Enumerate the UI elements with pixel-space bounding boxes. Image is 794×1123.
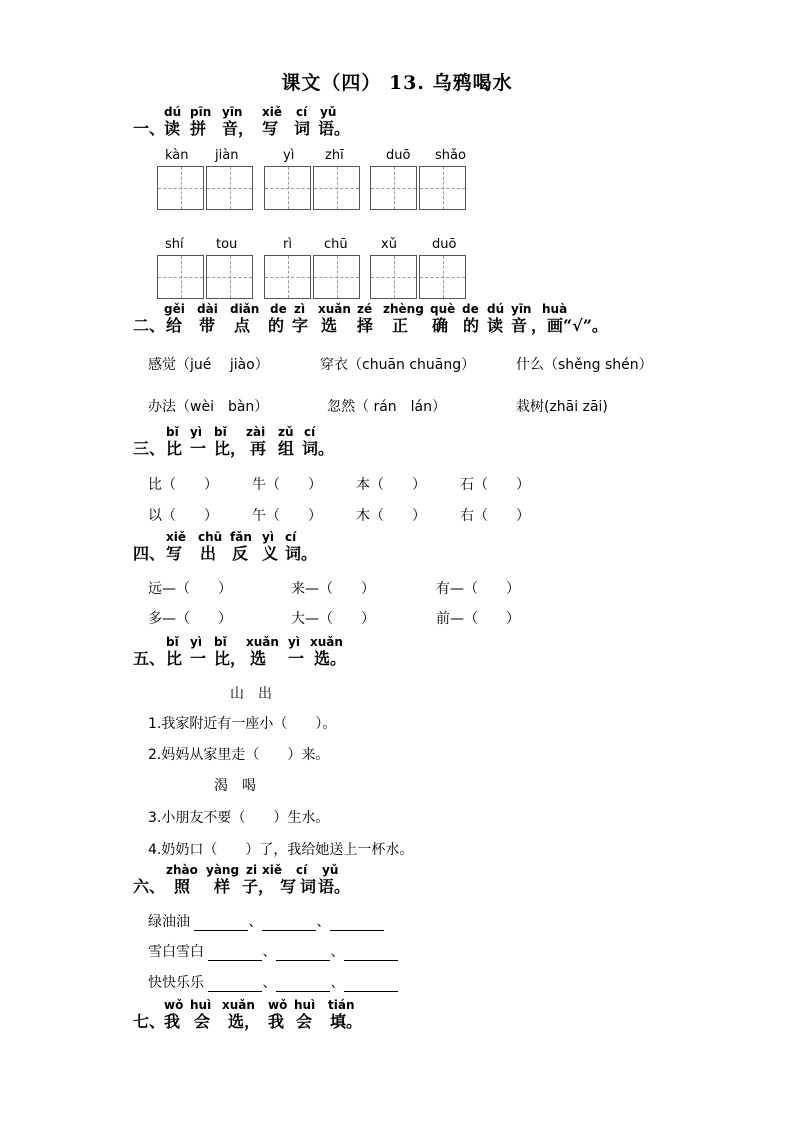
question-1[interactable]: 1.我家附近有一座小（ ）。: [148, 716, 337, 732]
s2-pinyin-11: yīn: [511, 302, 532, 316]
grid-label: duō: [386, 148, 411, 163]
grid-label: yì: [283, 148, 295, 163]
s4-hanzi-2: 反: [232, 544, 249, 563]
s4-pinyin-2: fǎn: [230, 530, 252, 544]
reading-choice[interactable]: 办法（wèi bàn）: [148, 399, 269, 415]
s3-pinyin-4: zǔ: [278, 425, 294, 439]
s2-pinyin-0: gěi: [164, 302, 185, 316]
answer-blank[interactable]: [330, 916, 384, 931]
s5-pinyin-2: bǐ: [214, 635, 227, 649]
s7-pinyin-5: tián: [328, 998, 355, 1012]
word-blank[interactable]: 右（ ）: [460, 508, 530, 524]
s4-hanzi-4: 词。: [285, 544, 318, 563]
s6-hanzi-2: 子，: [242, 877, 275, 896]
section-4-number: 四、: [133, 544, 166, 563]
s5-pinyin-1: yì: [190, 635, 202, 649]
s4-hanzi-1: 出: [200, 544, 217, 563]
s2-pinyin-7: zhèng: [383, 302, 424, 316]
word-blank[interactable]: 本（ ）: [356, 477, 426, 493]
s1-hanzi-1: 拼: [190, 119, 207, 138]
s6-pinyin-5: yǔ: [322, 863, 339, 877]
s6-hanzi-5: 语。: [318, 877, 351, 896]
s5-hanzi-3: 选: [250, 649, 267, 668]
s2-pinyin-5: xuǎn: [318, 302, 351, 316]
s3-hanzi-4: 组: [278, 439, 295, 458]
s6-pinyin-2: zi: [246, 863, 258, 877]
section-2-number: 二、: [133, 316, 166, 335]
s2-pinyin-9: de: [462, 302, 479, 316]
s6-pinyin-4: cí: [296, 863, 308, 877]
s1-pinyin-2: yīn: [222, 105, 243, 119]
s5-pinyin-3: xuǎn: [246, 635, 279, 649]
s4-hanzi-3: 义: [262, 544, 279, 563]
s1-hanzi-4: 词: [294, 119, 311, 138]
example-row-2: [148, 941, 398, 961]
example-word: 雪白雪白: [148, 944, 204, 960]
s2-hanzi-9: 的: [463, 316, 480, 335]
s6-hanzi-0: 照: [174, 877, 191, 896]
writing-cell[interactable]: [206, 255, 253, 299]
answer-blank[interactable]: [344, 977, 398, 992]
s2-hanzi-6: 择: [357, 316, 374, 335]
s3-pinyin-0: bǐ: [166, 425, 179, 439]
s5-hanzi-2: 比，: [214, 649, 247, 668]
s4-pinyin-0: xiě: [166, 530, 186, 544]
answer-blank[interactable]: [276, 946, 330, 961]
s3-hanzi-1: 一: [190, 439, 207, 458]
s1-pinyin-1: pīn: [190, 105, 212, 119]
separator: 、: [262, 944, 277, 960]
question-3[interactable]: 3.小朋友不要（ ）生水。: [148, 810, 330, 826]
s2-pinyin-10: dú: [487, 302, 505, 316]
s7-hanzi-2: 选，: [228, 1012, 261, 1031]
s5-hanzi-0: 比: [166, 649, 183, 668]
s3-hanzi-0: 比: [166, 439, 183, 458]
s2-pinyin-8: què: [430, 302, 456, 316]
s6-pinyin-0: zhào: [166, 863, 198, 877]
s2-pinyin-1: dài: [197, 302, 218, 316]
grid-label: kàn: [165, 148, 189, 163]
s5-pinyin-4: yì: [288, 635, 300, 649]
s2-hanzi-10: 读: [487, 316, 504, 335]
grid-label: jiàn: [215, 148, 239, 163]
answer-blank[interactable]: [344, 946, 398, 961]
writing-cell[interactable]: [264, 166, 311, 210]
grid-label: zhī: [325, 148, 344, 163]
writing-cell[interactable]: [419, 255, 466, 299]
s6-pinyin-1: yàng: [206, 863, 240, 877]
writing-cell[interactable]: [370, 255, 417, 299]
grid-label: shǎo: [435, 148, 466, 163]
example-row-3: [148, 972, 398, 992]
antonym-blank[interactable]: 来—（ ）: [291, 581, 375, 597]
grid-label: xǔ: [381, 237, 397, 252]
reading-choice[interactable]: 感觉（jué jiào）: [148, 357, 269, 373]
answer-blank[interactable]: [208, 977, 262, 992]
s2-hanzi-3: 的: [268, 316, 285, 335]
s4-pinyin-4: cí: [285, 530, 297, 544]
reading-choice[interactable]: 什么（shěng shén）: [516, 357, 653, 373]
s3-pinyin-1: yì: [190, 425, 202, 439]
word-blank[interactable]: 午（ ）: [252, 508, 322, 524]
s7-pinyin-4: huì: [294, 998, 316, 1012]
s3-hanzi-5: 词。: [302, 439, 335, 458]
s2-hanzi-4: 字: [292, 316, 309, 335]
example-row-1: [148, 911, 384, 931]
s3-hanzi-2: 比，: [214, 439, 247, 458]
s7-hanzi-0: 我: [164, 1012, 181, 1031]
word-blank[interactable]: 比（ ）: [148, 477, 218, 493]
s2-pinyin-3: de: [270, 302, 287, 316]
s2-pinyin-4: zì: [294, 302, 306, 316]
s3-hanzi-3: 再: [250, 439, 267, 458]
separator: 、: [330, 944, 345, 960]
s1-pinyin-0: dú: [164, 105, 182, 119]
example-word: 绿油油: [148, 914, 190, 930]
s6-pinyin-3: xiě: [262, 863, 282, 877]
s3-pinyin-3: zài: [246, 425, 266, 439]
s7-hanzi-4: 会: [296, 1012, 313, 1031]
s4-hanzi-0: 写: [166, 544, 183, 563]
s3-pinyin-2: bǐ: [214, 425, 227, 439]
s2-hanzi-1: 带: [199, 316, 216, 335]
word-blank[interactable]: 石（ ）: [460, 477, 530, 493]
s7-hanzi-1: 会: [194, 1012, 211, 1031]
s2-pinyin-6: zé: [357, 302, 373, 316]
s2-hanzi-0: 给: [166, 316, 183, 335]
s1-hanzi-2: 音，: [222, 119, 255, 138]
writing-cell[interactable]: [157, 166, 204, 210]
answer-blank[interactable]: [208, 946, 262, 961]
writing-cell[interactable]: [264, 255, 311, 299]
s2-hanzi-12: ，画“√”。: [531, 316, 608, 335]
grid-label: chū: [324, 237, 348, 252]
writing-cell[interactable]: [370, 166, 417, 210]
separator: 、: [330, 975, 345, 991]
question-2[interactable]: 2.妈妈从家里走（ ）来。: [148, 747, 330, 763]
s2-pinyin-12: huà: [542, 302, 568, 316]
choice-group-2: 渴 喝: [214, 778, 256, 794]
word-blank[interactable]: 木（ ）: [356, 508, 426, 524]
s2-hanzi-2: 点: [234, 316, 251, 335]
s1-pinyin-5: yǔ: [320, 105, 337, 119]
grid-label: shí: [165, 237, 184, 252]
grid-label: rì: [283, 237, 292, 252]
s6-hanzi-4: 词: [300, 877, 317, 896]
s1-hanzi-3: 写: [262, 119, 279, 138]
antonym-blank[interactable]: 大—（ ）: [291, 611, 375, 627]
writing-cell[interactable]: [206, 166, 253, 210]
choice-group-1: 山 出: [230, 686, 272, 702]
reading-choice[interactable]: 穿衣（chuān chuāng）: [320, 357, 476, 373]
reading-choice[interactable]: 栽树(zhāi zāi): [516, 399, 608, 415]
antonym-blank[interactable]: 前—（ ）: [436, 611, 520, 627]
s4-pinyin-1: chū: [198, 530, 223, 544]
section-1-number: 一、: [133, 119, 166, 138]
word-blank[interactable]: 以（ ）: [148, 508, 218, 524]
s1-hanzi-0: 读: [164, 119, 181, 138]
page-title: 课文（四） 13. 乌鸦喝水: [281, 72, 513, 94]
writing-cell[interactable]: [419, 166, 466, 210]
s6-hanzi-1: 样: [214, 877, 231, 896]
s5-hanzi-1: 一: [190, 649, 207, 668]
s4-pinyin-3: yì: [262, 530, 274, 544]
question-4[interactable]: 4.奶奶口（ ）了，我给她送上一杯水。: [148, 842, 414, 858]
s5-pinyin-0: bǐ: [166, 635, 179, 649]
antonym-blank[interactable]: 远—（ ）: [148, 581, 232, 597]
separator: 、: [248, 914, 263, 930]
answer-blank[interactable]: [276, 977, 330, 992]
s5-hanzi-5: 选。: [314, 649, 347, 668]
answer-blank[interactable]: [262, 916, 316, 931]
s2-pinyin-2: diǎn: [230, 302, 260, 316]
section-6-number: 六、: [133, 877, 166, 896]
s5-pinyin-5: xuǎn: [310, 635, 343, 649]
section-7-number: 七、: [133, 1012, 166, 1031]
s2-hanzi-8: 确: [432, 316, 449, 335]
writing-cell[interactable]: [157, 255, 204, 299]
section-3-number: 三、: [133, 439, 166, 458]
word-blank[interactable]: 牛（ ）: [252, 477, 322, 493]
separator: 、: [316, 914, 331, 930]
grid-label: tou: [216, 237, 238, 252]
separator: 、: [262, 975, 277, 991]
s5-hanzi-4: 一: [288, 649, 305, 668]
s7-pinyin-1: huì: [190, 998, 212, 1012]
s6-hanzi-3: 写: [280, 877, 297, 896]
s7-pinyin-0: wǒ: [164, 998, 184, 1012]
s1-hanzi-5: 语。: [318, 119, 351, 138]
writing-cell[interactable]: [313, 166, 360, 210]
example-word: 快快乐乐: [148, 975, 204, 991]
grid-label: duō: [432, 237, 457, 252]
s2-hanzi-5: 选: [321, 316, 338, 335]
s2-hanzi-11: 音: [511, 316, 528, 335]
antonym-blank[interactable]: 多—（ ）: [148, 611, 232, 627]
s7-hanzi-3: 我: [268, 1012, 285, 1031]
section-5-number: 五、: [133, 649, 166, 668]
s2-hanzi-7: 正: [392, 316, 409, 335]
writing-cell[interactable]: [313, 255, 360, 299]
s7-pinyin-2: xuǎn: [222, 998, 255, 1012]
s7-pinyin-3: wǒ: [268, 998, 288, 1012]
s1-pinyin-4: cí: [296, 105, 308, 119]
reading-choice[interactable]: 忽然（ rán lán）: [327, 399, 446, 415]
s3-pinyin-5: cí: [304, 425, 316, 439]
answer-blank[interactable]: [194, 916, 248, 931]
antonym-blank[interactable]: 有—（ ）: [436, 581, 520, 597]
s1-pinyin-3: xiě: [262, 105, 282, 119]
s7-hanzi-5: 填。: [330, 1012, 363, 1031]
